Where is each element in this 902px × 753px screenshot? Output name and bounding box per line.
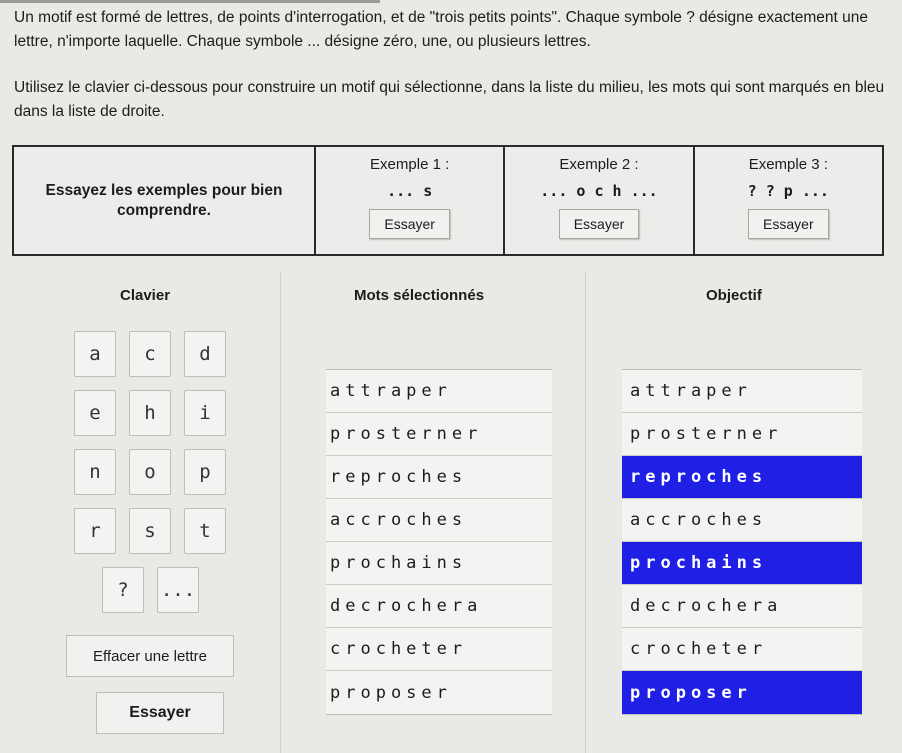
- example-1-title: Exemple 1 :: [370, 156, 450, 173]
- selected-word: reproches: [326, 456, 552, 499]
- example-2-try-button[interactable]: Essayer: [559, 209, 640, 239]
- selected-word: accroches: [326, 499, 552, 542]
- selected-words-header: Mots sélectionnés: [354, 287, 485, 304]
- column-divider-left: [280, 272, 281, 753]
- example-3-pattern: ? ? p ...: [747, 182, 829, 200]
- goal-header: Objectif: [706, 287, 762, 304]
- goal-words-list: [622, 369, 862, 715]
- key-ellipsis[interactable]: ...: [157, 567, 199, 613]
- example-3-title: Exemple 3 :: [748, 156, 828, 173]
- example-3: [693, 147, 882, 254]
- example-2: [503, 147, 692, 254]
- selected-word: attraper: [326, 370, 552, 413]
- selected-word: decrochera: [326, 585, 552, 628]
- keyboard-header: Clavier: [120, 287, 171, 304]
- goal-word: prosterner: [622, 413, 862, 456]
- key-r[interactable]: r: [74, 508, 116, 554]
- key-h[interactable]: h: [129, 390, 171, 436]
- instruction-rules: Un motif est formé de lettres, de points d'interrogation, et de "trois petits points". Chaque symbole ? désigne exactement une lettre, n'importe laquelle. Chaque symbole ... désigne zéro, une, ou plusieurs lettres.: [14, 9, 869, 50]
- key-i[interactable]: i: [184, 390, 226, 436]
- example-1-pattern: ... s: [387, 182, 433, 200]
- key-n[interactable]: n: [74, 449, 116, 495]
- key-p[interactable]: p: [184, 449, 226, 495]
- example-2-title: Exemple 2 :: [559, 156, 639, 173]
- key-e[interactable]: e: [74, 390, 116, 436]
- goal-word-highlighted: reproches: [622, 456, 862, 499]
- selected-words-list: [326, 369, 552, 715]
- try-button[interactable]: Essayer: [96, 692, 224, 734]
- key-o[interactable]: o: [129, 449, 171, 495]
- goal-word: crocheter: [622, 628, 862, 671]
- goal-word: accroches: [622, 499, 862, 542]
- key-t[interactable]: t: [184, 508, 226, 554]
- key-d[interactable]: d: [184, 331, 226, 377]
- selected-word: prochains: [326, 542, 552, 585]
- example-2-pattern: ... o c h ...: [540, 182, 658, 200]
- erase-letter-button[interactable]: Effacer une lettre: [66, 635, 234, 677]
- goal-word: decrochera: [622, 585, 862, 628]
- examples-intro: Essayez les exemples pour bien comprendre.: [45, 181, 283, 219]
- column-divider-right: [585, 272, 586, 753]
- selected-word: proposer: [330, 682, 452, 703]
- top-divider: [0, 0, 380, 3]
- selected-word: crocheter: [326, 628, 552, 671]
- goal-word-highlighted: proposer: [622, 671, 862, 714]
- selected-word: prosterner: [326, 413, 552, 456]
- examples-panel: [12, 145, 884, 256]
- key-a[interactable]: a: [74, 331, 116, 377]
- instruction-task: Utilisez le clavier ci-dessous pour construire un motif qui sélectionne, dans la liste du milieu, les mots qui sont marqués en bleu dans la liste de droite.: [14, 79, 885, 120]
- goal-word: attraper: [622, 370, 862, 413]
- key-question-mark[interactable]: ?: [102, 567, 144, 613]
- example-3-try-button[interactable]: Essayer: [748, 209, 829, 239]
- example-1-try-button[interactable]: Essayer: [369, 209, 450, 239]
- example-1: [314, 147, 503, 254]
- key-c[interactable]: c: [129, 331, 171, 377]
- key-s[interactable]: s: [129, 508, 171, 554]
- goal-word-highlighted: prochains: [622, 542, 862, 585]
